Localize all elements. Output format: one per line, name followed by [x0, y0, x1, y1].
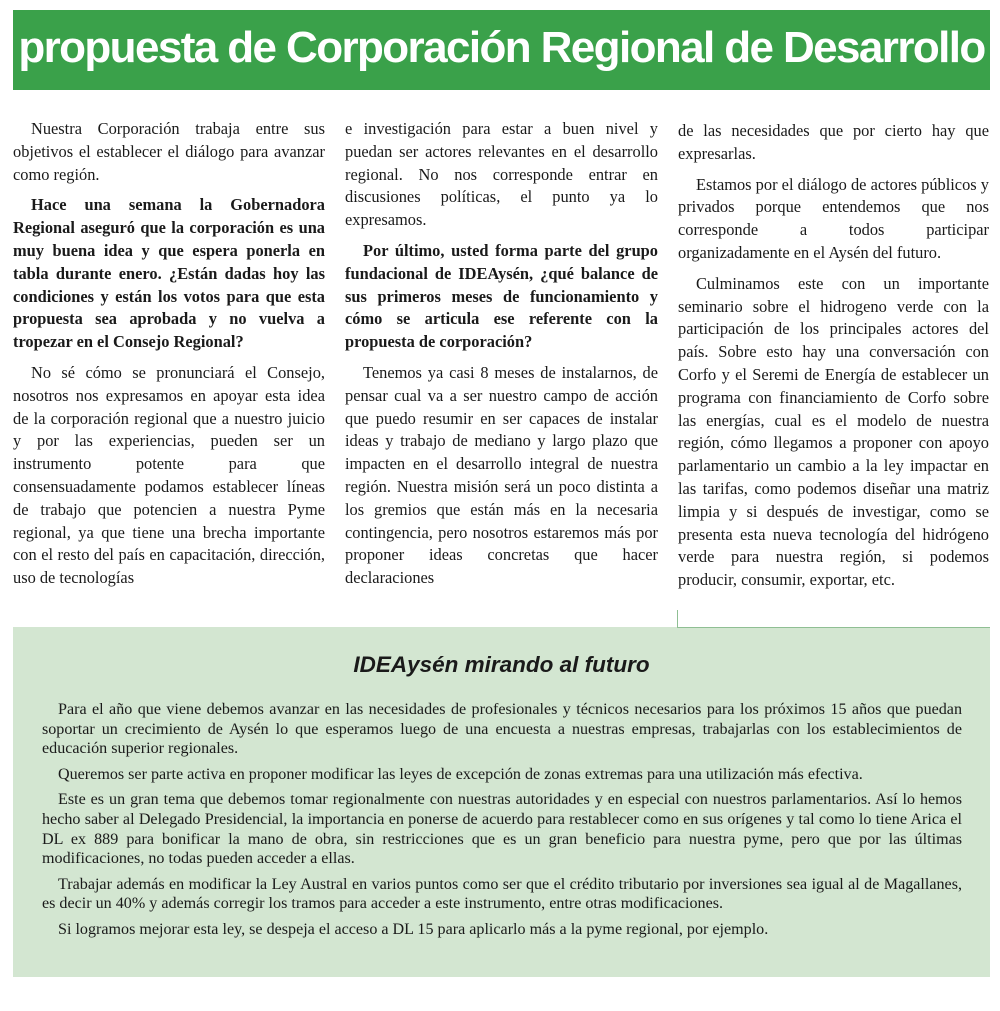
answer-paragraph: Culminamos este con un importante seminario sobre el hidrogeno verde con la participación de los principales actores del país. Sobre esto hay una conversación con Corfo y el Seremi de Energía de establecer un programa con financiamiento de Corfo sobre las energías, cual es el modelo de nuestra región, cómo llegamos a proponer con apoyo parlamentario un cambio a la ley impactar en las tarifas, como podemos diseñar una matriz limpia y si después de investigar, como se presenta esta nueva tecnología del hidrógeno verde para nuestra región, si podemos producir, consumir, exportar, etc.	[678, 273, 989, 590]
answer-paragraph: Estamos por el diálogo de actores públicos y privados porque entendemos que nos corresponde a todos participar organizadamente en el Aysén del futuro.	[678, 174, 989, 262]
sidebox-paragraph: Queremos ser parte activa en proponer modificar las leyes de excepción de zonas extremas para una utilización más efectiva.	[58, 765, 863, 783]
answer-paragraph: No sé cómo se pronunciará el Consejo, nosotros nos expresamos en apoyar esta idea de la corporación regional que a nuestro juicio y por las experiencias, pueden ser un instrumento potente para que consensuadamente podamos establecer líneas de trabajo que potencien a nuestra Pyme regional, ya que tiene una brecha importante con el resto del país en capacitación, dirección, uso de tecnologías	[13, 362, 325, 588]
article-column-2	[345, 118, 658, 598]
answer-continuation: de las necesidades que por cierto hay que expresarlas.	[678, 121, 989, 163]
title-banner	[13, 10, 990, 90]
article-column-3	[678, 120, 989, 600]
answer-continuation: e investigación para estar a buen nivel y puedan ser actores relevantes en el desarrollo regional. No nos corresponde entrar en discusiones políticas, el punto ya lo expresamos.	[345, 119, 658, 230]
sidebox-paragraph: Trabajar además en modificar la Ley Austral en varios puntos como ser que el crédito tributario por inversiones sea igual al de Magallanes, es decir un 40% y además corregir los tramos para acceder a este instrumento, entre otras modificaciones.	[42, 875, 962, 913]
answer-paragraph: Tenemos ya casi 8 meses de instalarnos, de pensar cual va a ser nuestro campo de acción que puedo resumir en ser capaces de instalar ideas y trabajo de mediano y largo plazo que impacten en el desarrollo integral de nuestra región. Nuestra misión será un poco distinta a los gremios que están más en la necesaria contingencia, pero nosotros estaremos más por proponer ideas concretas que hacer declaraciones	[345, 362, 658, 588]
question-paragraph: Hace una semana la Gobernadora Regional aseguró que la corporación es una muy buena idea y que espera ponerla en tabla durante enero. ¿Están dadas hoy las condiciones y están los votos para que esta propuesta sea aprobada y no vuelva a tropezar en el Consejo Regional?	[13, 195, 325, 352]
sidebox-paragraph: Si logramos mejorar esta ley, se despeja el acceso a DL 15 para aplicarlo más a la pyme regional, por ejemplo.	[58, 920, 769, 938]
sidebox-body	[42, 700, 962, 946]
article-column-1	[13, 118, 325, 598]
sidebox-paragraph: Para el año que viene debemos avanzar en las necesidades de profesionales y técnicos necesarios para los próximos 15 años que puedan soportar un crecimiento de Aysén lo que esperamos luego de una encuesta a nuestras empresas, trabajarlas con los establecimientos de educación superior regionales.	[42, 701, 962, 758]
sidebox-title: IDEAysén mirando al futuro	[353, 652, 650, 677]
page-title: propuesta de Corporación Regional de Desarrollo	[18, 23, 985, 72]
question-paragraph: Por último, usted forma parte del grupo fundacional de IDEAysén, ¿qué balance de sus primeros meses de funcionamiento y cómo se articula ese referente con la propuesta de corporación?	[345, 240, 658, 352]
sidebox-top-rule	[677, 627, 990, 628]
column-divider	[677, 610, 678, 628]
answer-paragraph: Nuestra Corporación trabaja entre sus objetivos el establecer el diálogo para avanzar como región.	[13, 119, 325, 184]
sidebox-paragraph: Este es un gran tema que debemos tomar regionalmente con nuestras autoridades y en especial con nuestros parlamentarios. Así lo hemos hecho saber al Delegado Presidencial, la importancia en ponerse de acuerdo para restablecer como en sus orígenes y tal como lo tiene Arica el DL ex 889 para bonificar la mano de obra, sin restricciones que es un gran beneficio para nuestra pyme, pero que por las últimas modificaciones, no todas pueden acceder a ellas.	[42, 791, 962, 868]
